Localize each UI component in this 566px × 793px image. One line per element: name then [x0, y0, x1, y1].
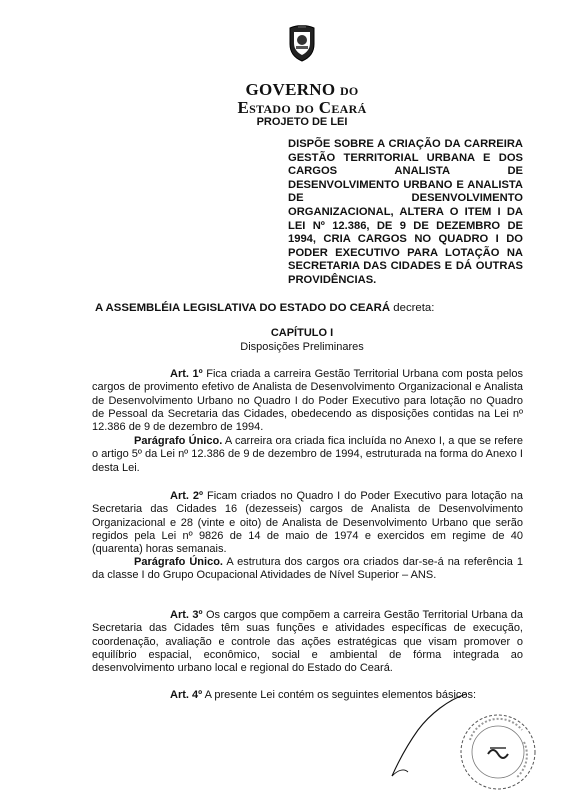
- article-2-paragraph: Parágrafo Único. A estrutura dos cargos ora criados dar-se-á na referência 1 da classe I do Grupo Ocupacional Atividades de Nível Superior – ANS.: [92, 556, 523, 582]
- article-1: Art. 1º Fica criada a carreira Gestão Territorial Urbana com posta pelos cargos de provimento efetivo de Analista de Desenvolvimento Organizacional e Analista de Desenvolvimento Urbano no Quadro I do Poder Executivo para lotação no Quadro de Pessoal da Secretaria das Cidades, obedecendo as disposições contidas na Lei nº 12.386 de 9 de dezembro de 1994.: [92, 368, 523, 434]
- government-title-line1: GOVERNO DO: [245, 80, 359, 99]
- handwritten-signature-icon: [378, 690, 468, 780]
- state-coat-of-arms-icon: [286, 24, 318, 62]
- article-4: Art. 4º A presente Lei contém os seguintes elementos básicos:: [170, 689, 477, 701]
- document-type: PROJETO DE LEI: [256, 116, 348, 128]
- enacting-clause: A ASSEMBLÉIA LEGISLATIVA DO ESTADO DO CEARÁ decreta:: [95, 302, 435, 314]
- chapter-title: CAPÍTULO I: [270, 327, 334, 339]
- article-3: Art. 3º Os cargos que compõem a carreira Gestão Territorial Urbana da Secretaria das Cidades têm suas funções e atividades específicas de execução, coordenação, avaliação e controle das ações estratégicas que visam promover o equilíbrio espacial, econômico, social e ambiental de fórma integrada ao desenvolvimento urbano local e regional do Estado do Ceará.: [92, 609, 524, 675]
- government-title-line2: ESTADO DO CEARÁ: [237, 98, 367, 117]
- article-2: Art. 2º Ficam criados no Quadro I do Poder Executivo para lotação na Secretaria das Cidades 16 (dezesseis) cargos de Analista de Desenvolvimento Organizacional e 28 (vinte e oito) de Analista de Desenvolvimento Urbano que serão regidos pela Lei nº 9826 de 14 de maio de 1974 e exercidos em regime de 40 (quarenta) horas semanais.: [92, 490, 523, 556]
- assembly-seal-stamp-icon: [458, 712, 538, 792]
- article-1-paragraph: Parágrafo Único. A carreira ora criada fica incluída no Anexo I, a que se refere o artigo 5º da Lei nº 12.386 de 9 de dezembro de 1994, estruturada na forma do Anexo I desta Lei.: [92, 435, 523, 474]
- bill-summary: DISPÕE SOBRE A CRIAÇÃO DA CARREIRA GESTÃO TERRITORIAL URBANA E DOS CARGOS ANALISTA DE DESENVOLVIMENTO URBANO E ANALISTA DE DESENVOLVIMENTO ORGANIZACIONAL, ALTERA O ITEM I DA LEI Nº 12.386, DE 9 DE DEZEMBRO DE 1994, CRIA CARGOS NO QUADRO I DO PODER EXECUTIVO PARA LOTAÇÃO NA SECRETARIA DAS CIDADES E DÁ OUTRAS PROVIDÊNCIAS.: [288, 138, 523, 286]
- chapter-subtitle: Disposições Preliminares: [240, 341, 364, 353]
